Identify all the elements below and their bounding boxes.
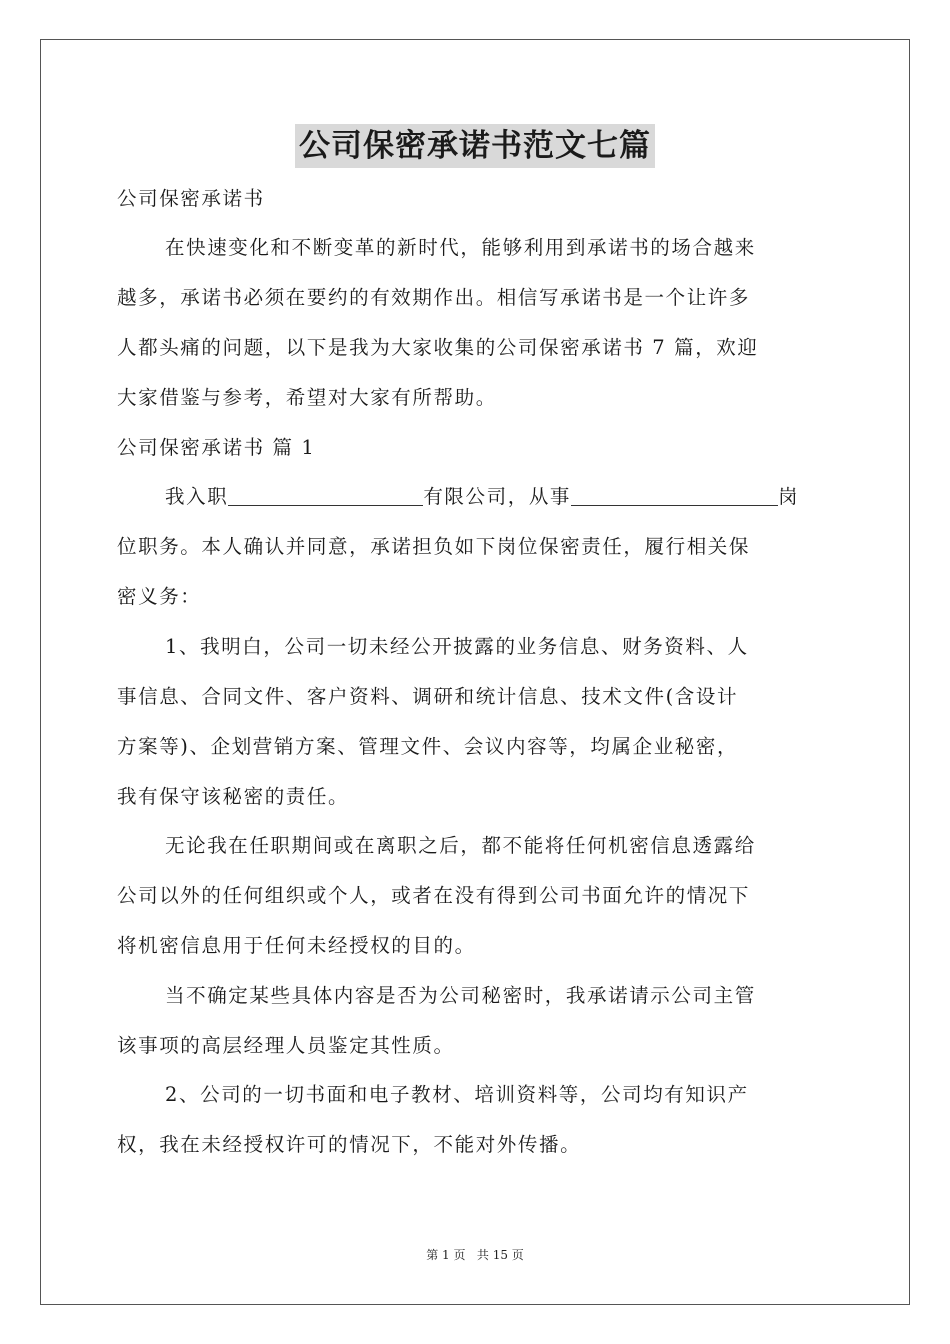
- para2-line: 无论我在任职期间或在离职之后，都不能将任何机密信息透露给: [165, 834, 756, 857]
- pledge-text: 岗: [778, 485, 800, 508]
- pledge-line: 位职务。本人确认并同意，承诺担负如下岗位保密责任，履行相关保: [117, 535, 751, 558]
- para2-line: 将机密信息用于任何未经授权的目的。: [117, 934, 476, 957]
- page-border: [40, 39, 910, 1305]
- item1-line: 方案等)、企划营销方案、管理文件、会议内容等，均属企业秘密，: [117, 735, 739, 758]
- title-container: [0, 124, 950, 168]
- document-title: 公司保密承诺书范文七篇: [295, 124, 655, 168]
- intro-heading: 公司保密承诺书: [117, 187, 265, 210]
- para3-line: 当不确定某些具体内容是否为公司秘密时，我承诺请示公司主管: [165, 984, 756, 1007]
- item1-line: 1、我明白，公司一切未经公开披露的业务信息、财务资料、人: [165, 635, 749, 658]
- intro-line: 在快速变化和不断变革的新时代，能够利用到承诺书的场合越来: [165, 236, 756, 259]
- intro-line: 人都头痛的问题，以下是我为大家收集的公司保密承诺书 7 篇，欢迎: [117, 336, 759, 359]
- section-heading: 公司保密承诺书 篇 1: [117, 436, 316, 459]
- position-blank: [571, 485, 778, 506]
- pledge-line: 密义务：: [117, 585, 202, 608]
- pledge-line: [165, 482, 799, 512]
- item1-line: 事信息、合同文件、客户资料、调研和统计信息、技术文件(含设计: [117, 685, 739, 708]
- page-total: 共 15 页: [476, 1248, 524, 1262]
- pledge-text: 有限公司，从事: [423, 485, 572, 508]
- intro-line: 越多，承诺书必须在要约的有效期作出。相信写承诺书是一个让许多: [117, 286, 751, 309]
- item2-line: 权，我在未经授权许可的情况下，不能对外传播。: [117, 1133, 582, 1156]
- pledge-text: 我入职: [165, 485, 229, 508]
- para2-line: 公司以外的任何组织或个人，或者在没有得到公司书面允许的情况下: [117, 884, 751, 907]
- intro-line: 大家借鉴与参考，希望对大家有所帮助。: [117, 386, 497, 409]
- company-blank: [228, 485, 423, 506]
- page-number: 第 1 页: [426, 1248, 466, 1262]
- item2-line: 2、公司的一切书面和电子教材、培训资料等，公司均有知识产: [165, 1083, 749, 1106]
- para3-line: 该事项的高层经理人员鉴定其性质。: [117, 1034, 455, 1057]
- page-footer: [0, 1246, 950, 1263]
- item1-line: 我有保守该秘密的责任。: [117, 785, 350, 808]
